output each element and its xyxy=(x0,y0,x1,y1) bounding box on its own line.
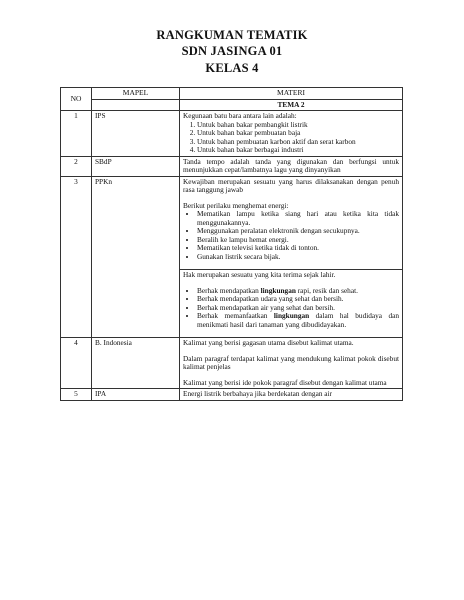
materi-paragraph: Hak merupakan sesuatu yang kita terima sejak lahir. xyxy=(183,270,336,279)
list-item: 1. Untuk bahan bakar pembangkit listrik xyxy=(197,121,399,130)
summary-table xyxy=(60,87,403,401)
row-mapel: B. Indonesia xyxy=(92,338,180,389)
row-materi xyxy=(180,176,403,270)
tema-empty-cell xyxy=(92,99,180,111)
materi-numbered-list xyxy=(183,121,399,155)
list-item: • Gunakan listrik secara bijak. xyxy=(197,253,399,262)
row-no: 3 xyxy=(61,176,92,338)
list-item: • Berhak memanfaatkan lingkungan dalam hal budidaya dan menikmati hasil dari tanaman yang dibudidayakan. xyxy=(197,312,399,329)
materi-paragraph: Dalam paragraf terdapat kalimat yang mendukung kalimat pokok disebut kalimat penjelas xyxy=(183,353,399,371)
row-materi: Energi listrik berbahaya jika berdekatan dengan air xyxy=(180,389,403,401)
list-item: • Mematikan televisi ketika tidak di tonton. xyxy=(197,244,399,253)
tema-row xyxy=(61,99,403,111)
row-no: 5 xyxy=(61,389,92,401)
list-item: • Berhak mendapatkan air yang sehat dan bersih. xyxy=(197,304,399,313)
row-materi xyxy=(180,270,403,338)
list-item: 2. Untuk bahan bakar pembuatan baja xyxy=(197,129,399,138)
row-no: 4 xyxy=(61,338,92,389)
materi-paragraph: Kalimat yang berisi ide pokok paragraf disebut dengan kalimat utama xyxy=(183,377,387,387)
materi-paragraph: Kewajiban merupakan sesuatu yang harus dilaksanakan dengan penuh rasa tanggung jawab xyxy=(183,176,399,194)
document-title: RANGKUMAN TEMATIK xyxy=(156,28,308,42)
table-row xyxy=(61,389,403,401)
materi-intro: Kegunaan batu bara antara lain adalah: xyxy=(183,111,297,120)
table-row xyxy=(61,176,403,270)
school-name: SDN JASINGA 01 xyxy=(181,44,283,58)
header-no: NO xyxy=(61,88,92,111)
materi-bullet-list xyxy=(183,287,399,330)
header-mapel: MAPEL xyxy=(92,88,180,100)
row-mapel: IPA xyxy=(92,389,180,401)
list-item: • Menggunakan peralatan elektronik dengan secukupnya. xyxy=(197,227,399,236)
list-item: • Beralih ke lampu hemat energi. xyxy=(197,236,399,245)
row-materi xyxy=(180,338,403,389)
table-row xyxy=(61,156,403,176)
row-materi: Tanda tempo adalah tanda yang digunakan dan berfungsi untuk menunjukkan cepat/lambatnya lagu yang dinyanyikan xyxy=(180,156,403,176)
list-item: 4. Untuk bahan bakar berbagai industri xyxy=(197,146,399,155)
table-header-row xyxy=(61,88,403,100)
list-item: • Mematikan lampu ketika siang hari atau ketika kita tidak menggunakannya. xyxy=(197,210,399,227)
list-item: 3. Untuk bahan pembuatan karbon aktif dan serat karbon xyxy=(197,138,399,147)
row-mapel: PPKn xyxy=(92,176,180,338)
table-row xyxy=(61,338,403,389)
materi-bullet-list xyxy=(183,210,399,261)
materi-paragraph: Berikut perilaku menghemat energi: xyxy=(183,200,289,210)
list-item: • Berhak mendapatkan udara yang sehat dan bersih. xyxy=(197,295,399,304)
list-item: • Berhak mendapatkan lingkungan rapi, resik dan sehat. xyxy=(197,287,399,296)
header-materi: MATERI xyxy=(180,88,403,100)
class-label: KELAS 4 xyxy=(205,61,259,75)
table-row xyxy=(61,111,403,157)
tema-label: TEMA 2 xyxy=(180,99,403,111)
row-mapel: SBdP xyxy=(92,156,180,176)
row-materi xyxy=(180,111,403,157)
row-no: 1 xyxy=(61,111,92,157)
materi-paragraph: Kalimat yang berisi gagasan utama disebut kalimat utama. xyxy=(183,338,354,347)
row-mapel: IPS xyxy=(92,111,180,157)
row-no: 2 xyxy=(61,156,92,176)
